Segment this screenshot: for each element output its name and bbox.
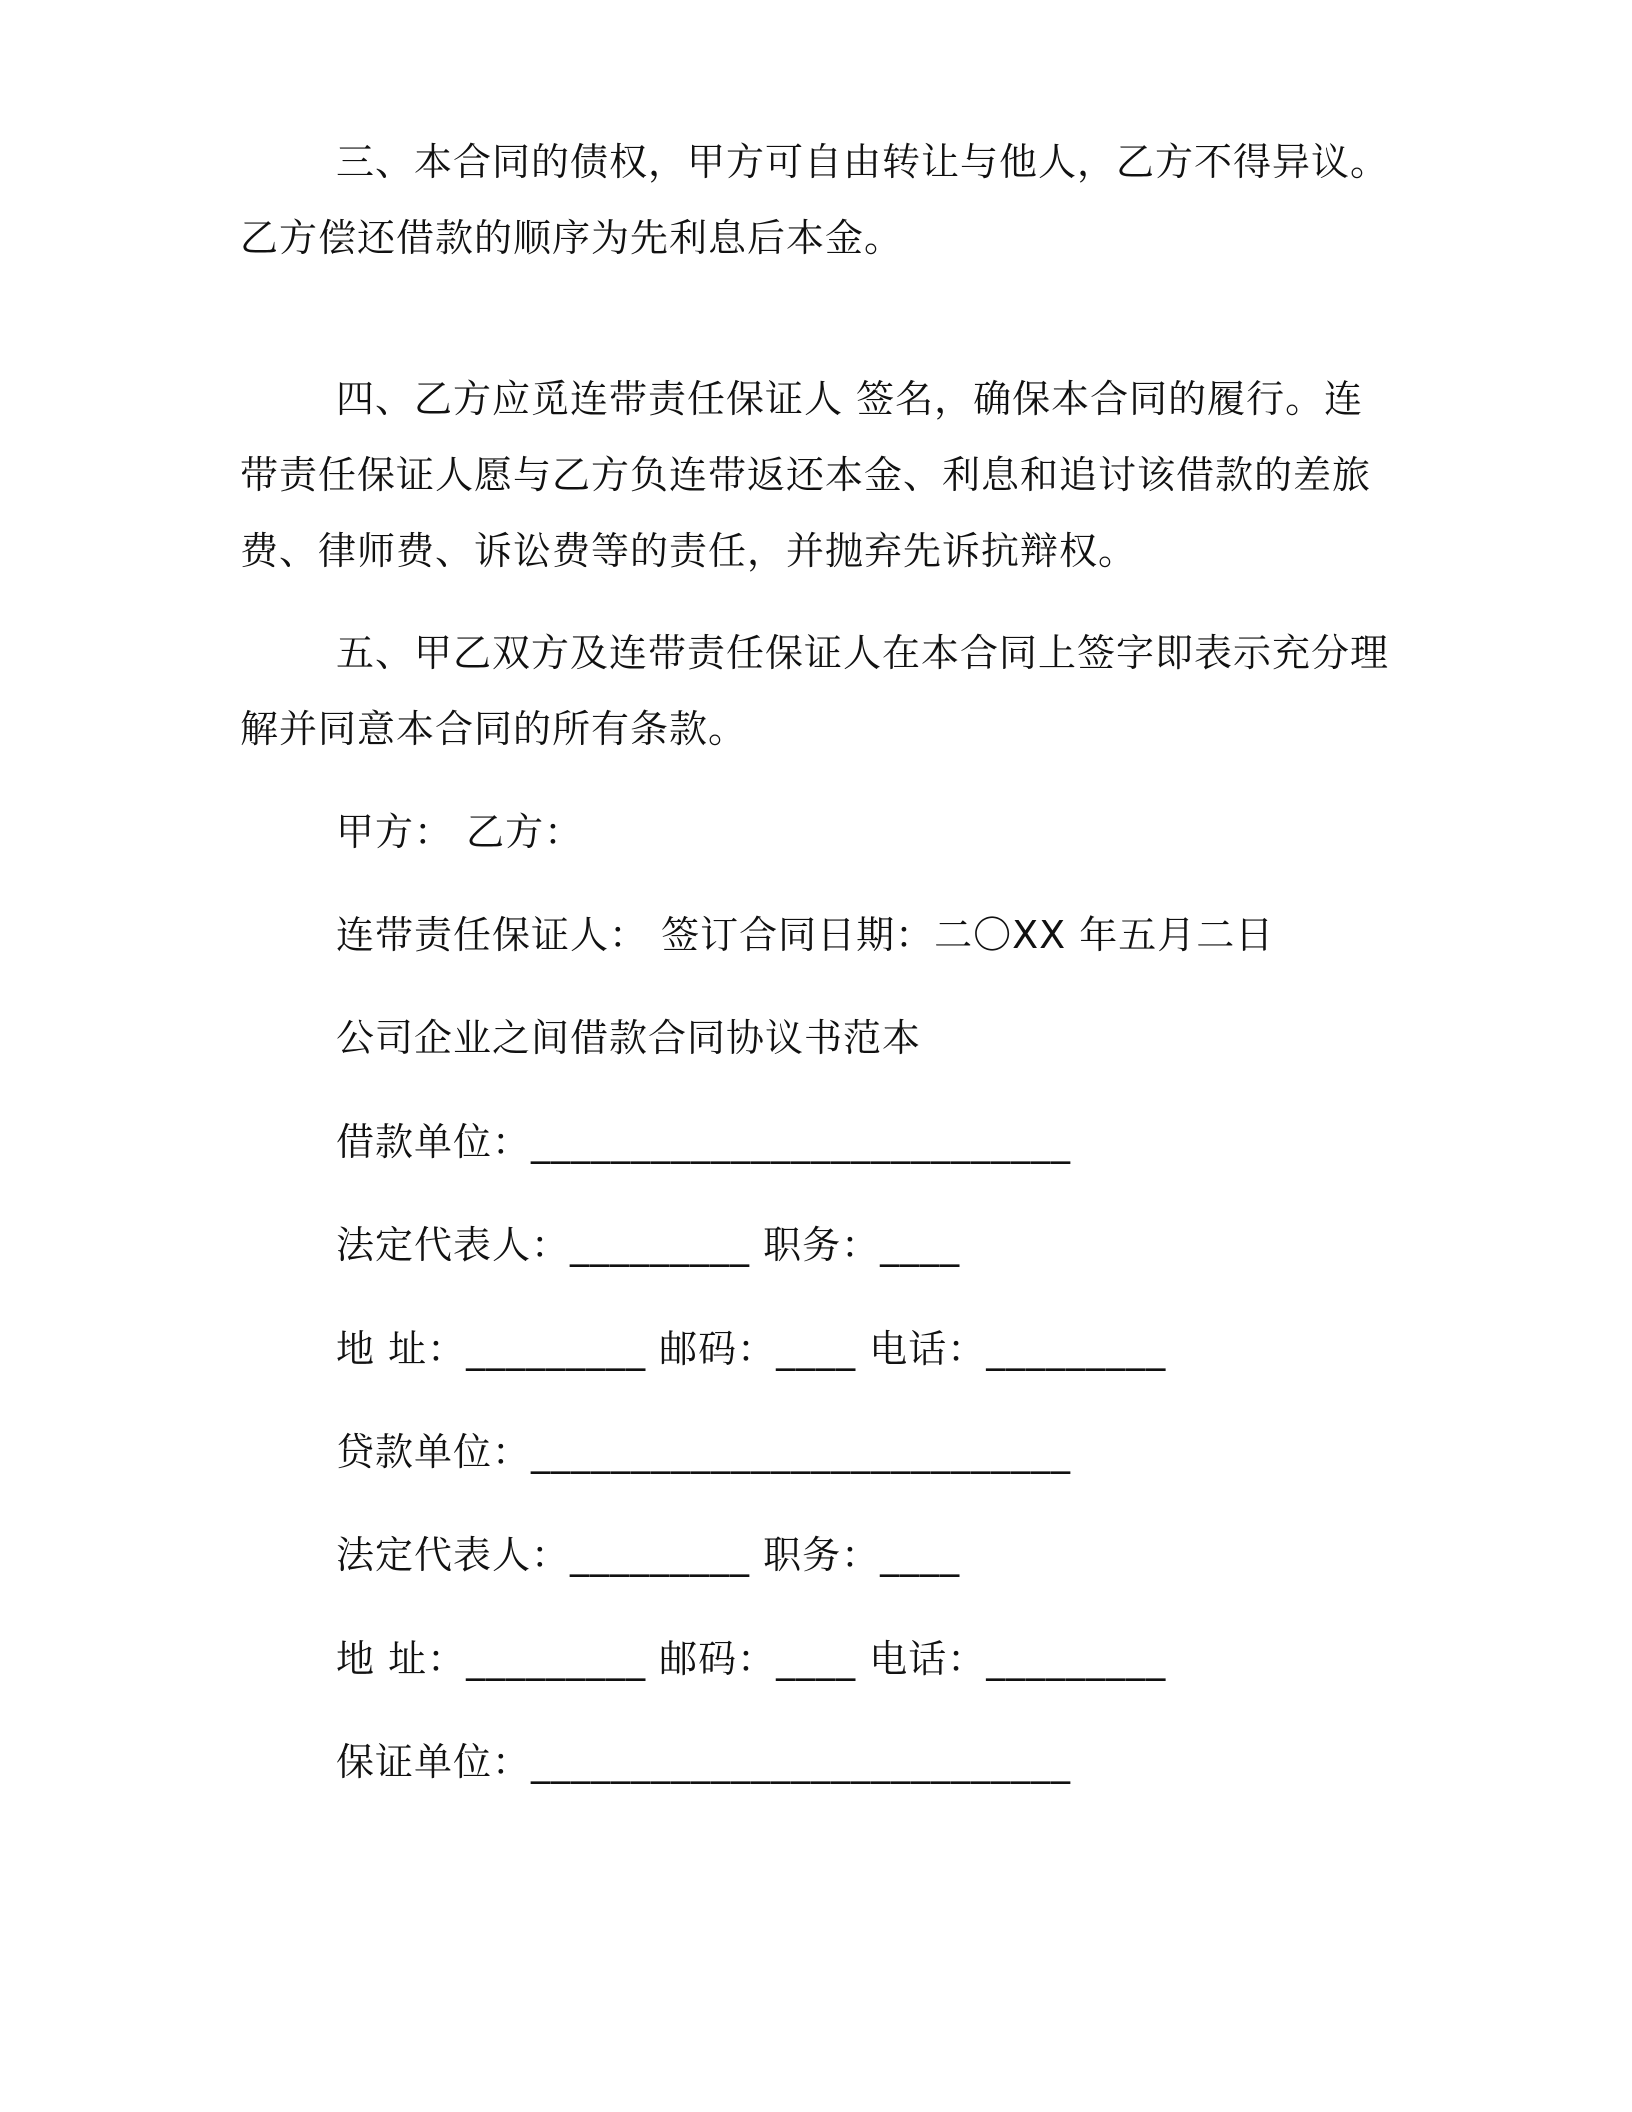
lender-address-field: 地 址：_________ 邮码：____ 电话：_________ [336,1637,1167,1681]
lender-representative-field: 法定代表人：_________ 职务：____ [336,1533,961,1577]
lender-unit-field: 贷款单位：___________________________ [336,1430,1072,1474]
borrower-address-field: 地 址：_________ 邮码：____ 电话：_________ [336,1327,1167,1371]
party-signature-line: 甲方： 乙方： [336,810,584,854]
clause-five: 五、甲乙双方及连带责任保证人在本合同上签字即表示充分理解并同意本合同的所有条款。 [240,631,1390,751]
borrower-unit-field: 借款单位：___________________________ [336,1120,1072,1164]
contract-subtitle: 公司企业之间借款合同协议书范本 [336,1016,922,1060]
clause-three: 三、本合同的债权，甲方可自由转让与他人，乙方不得异议。乙方偿还借款的顺序为先利息后本金。 [240,140,1390,260]
clause-four: 四、乙方应觅连带责任保证人 签名，确保本合同的履行。连带责任保证人愿与乙方负连带返还本金、利息和追讨该借款的差旅费、律师费、诉讼费等的责任，并抛弃先诉抗辩权。 [240,377,1372,573]
borrower-representative-field: 法定代表人：_________ 职务：____ [336,1223,961,1267]
guarantor-date-line: 连带责任保证人： 签订合同日期：二〇XX 年五月二日 [336,913,1275,957]
guarantor-unit-field: 保证单位：___________________________ [336,1740,1072,1784]
